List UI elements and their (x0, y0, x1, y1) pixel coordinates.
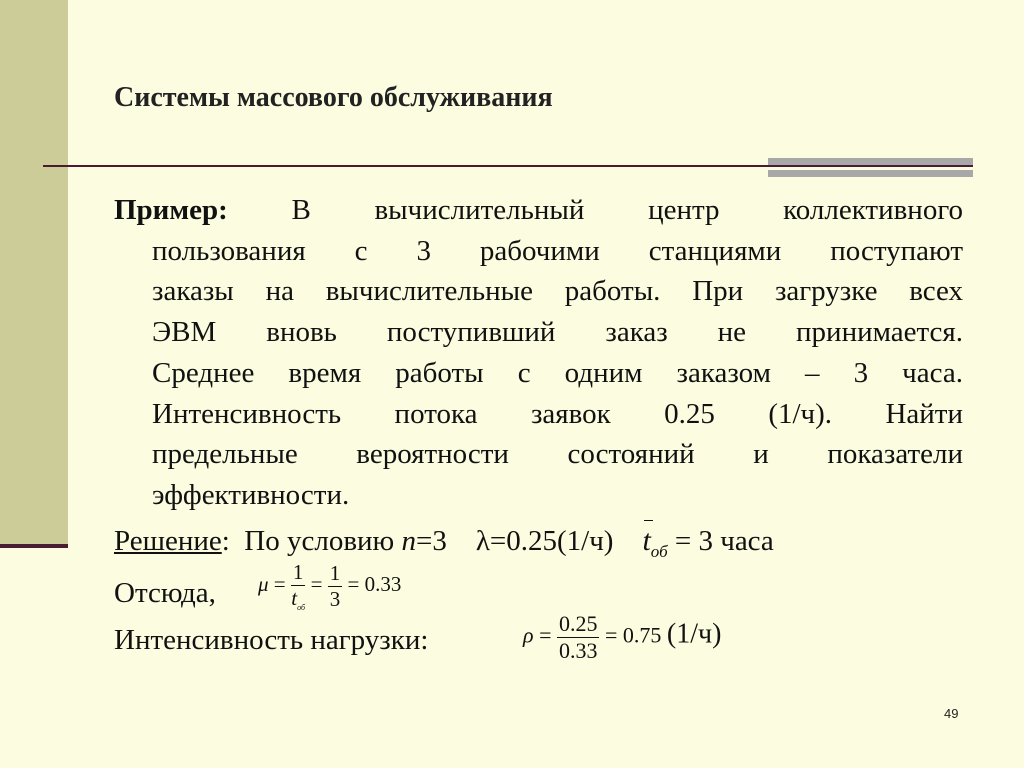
title-rule-accent-top (768, 158, 973, 165)
example-line-3: заказы на вычислительные работы. При загрузке всех (152, 275, 963, 308)
example-line-4: ЭВМ вновь поступивший заказ не принимается. (152, 316, 963, 349)
left-band-divider (0, 544, 68, 548)
rho-fraction (557, 611, 600, 664)
mu-frac2-numerator: 1 (329, 560, 341, 585)
title-rule (43, 165, 973, 167)
mu-formula (258, 560, 401, 612)
example-line-6: Интенсивность потока заявок 0.25 (1/ч). Найти (152, 397, 963, 430)
mu-frac1-t-sub: об (297, 603, 306, 613)
page-number: 49 (944, 706, 959, 721)
mu-eq1: = (273, 571, 286, 596)
example-line-7: предельные вероятности состояний и показатели (152, 438, 963, 471)
mu-frac1-numerator: 1 (292, 560, 304, 584)
example-paragraph (114, 190, 963, 516)
example-text-1: В вычислительный центр коллективного (291, 194, 964, 226)
title-rule-accent-bottom (768, 170, 973, 177)
slide-title: Системы массового обслуживания (114, 82, 553, 113)
solution-row (114, 524, 774, 562)
example-line-1 (114, 190, 963, 231)
rho-result: = 0.75 (604, 622, 662, 648)
solution-label: Решение (114, 525, 222, 557)
rho-numerator: 0.25 (558, 611, 598, 636)
mu-eq2: = (310, 571, 323, 596)
rho-formula (523, 611, 721, 664)
t-subscript: об (650, 541, 668, 561)
mu-symbol: μ (258, 571, 269, 596)
rho-unit: (1/ч) (666, 618, 722, 650)
mu-fraction-1 (291, 560, 306, 612)
example-line-8: эффективности. (152, 478, 350, 511)
example-line-5: Среднее время работы с одним заказом – 3 часа. (152, 356, 963, 389)
n-variable: n (401, 525, 416, 557)
mu-result: = 0.33 (347, 571, 402, 596)
solution-condition-text: По условию (244, 525, 395, 557)
solution-colon: : (221, 525, 230, 557)
t-symbol: t (642, 524, 651, 557)
rho-eq: = (539, 622, 552, 648)
example-label: Пример: (114, 194, 228, 226)
mu-frac1-t: t (291, 586, 298, 610)
load-label: Интенсивность нагрузки: (114, 624, 429, 656)
left-decorative-band (0, 0, 68, 547)
rho-symbol: ρ (523, 622, 534, 648)
lambda-value: λ=0.25(1/ч) (475, 525, 614, 557)
example-line-2: пользования с 3 рабочими станциями поступают (152, 234, 963, 267)
mu-frac2-denominator: 3 (329, 586, 341, 611)
hence-label: Отсюда, (114, 577, 216, 609)
n-value: =3 (415, 525, 447, 557)
t-value: = 3 часа (674, 525, 774, 557)
rho-denominator: 0.33 (558, 638, 598, 663)
mu-fraction-2 (328, 561, 343, 612)
mu-frac1-denominator (291, 586, 306, 612)
